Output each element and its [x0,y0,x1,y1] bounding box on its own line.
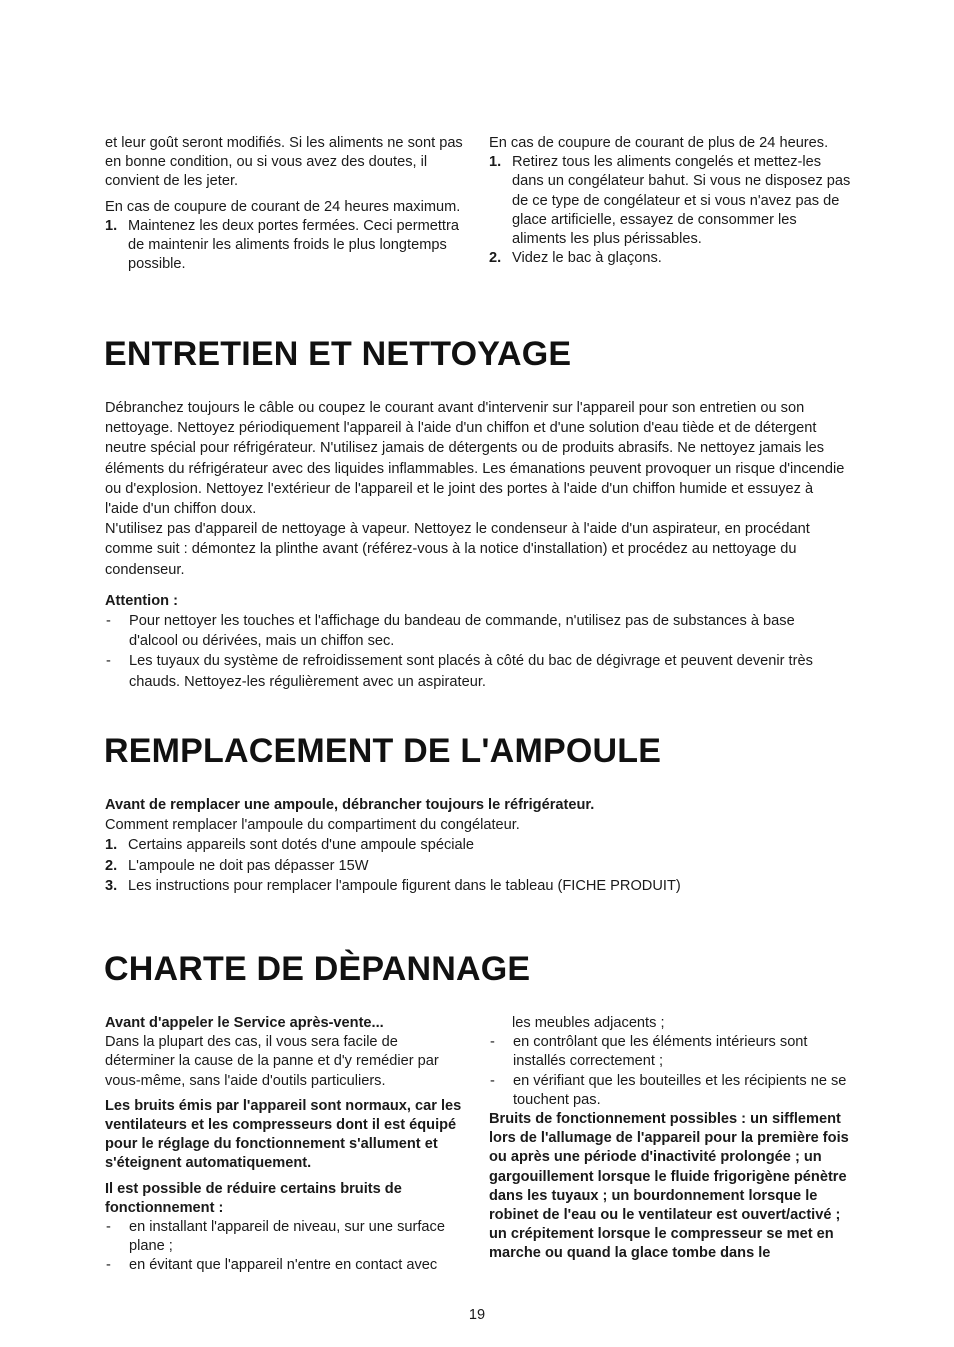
list-text: Pour nettoyer les touches et l'affichage du bandeau de commande, n'utilisez pas de substances à base d'alcool ou dérivées, mais un chiffon sec. [129,613,795,650]
list-text: Certains appareils sont dotés d'une ampoule spéciale [128,837,474,854]
list-dash: - [106,613,111,630]
list-item [105,611,845,651]
list-text: en installant l'appareil de niveau, sur une surface plane ; [129,1219,445,1255]
list-item [105,651,845,691]
paragraph: Avant d'appeler le Service après-vente... [105,1015,384,1031]
paragraph: les meubles adjacents ; [512,1015,665,1031]
list-item [489,153,851,249]
list-item [105,217,465,275]
list-dash: - [490,1034,495,1051]
list-text: Les instructions pour remplacer l'ampoule figurent dans le tableau (FICHE PRODUIT) [128,877,681,894]
list-item [489,249,851,268]
paragraph: Débranchez toujours le câble ou coupez le courant avant d'intervenir sur l'appareil pour son entretien ou son nettoyage. Nettoyez périodiquement l'appareil à l'aide d'un chiffon et d'une solution d'eau tiède et de détergent neutre spécial pour réfrigérateur. N'utilisez jamais de détergents ou de produits abrasifs. Ne nettoyez jamais les éléments du réfrigérateur avec des liquides inflammables. Les émanations peuvent provoquer un risque d'incendie ou d'explosion. Nettoyez l'extérieur de l'appareil et le joint des portes à l'aide d'un chiffon humide et essuyez à l'aide d'un chiffon doux. [105,400,845,518]
list-text: en évitant que l'appareil n'entre en contact avec [129,1257,438,1274]
list-dash: - [106,1257,111,1274]
list-number: 3. [105,877,118,894]
list-number: 1. [489,154,502,171]
list-text: Videz le bac à glaçons. [512,250,662,267]
paragraph: Dans la plupart des cas, il vous sera facile de déterminer la cause de la panne et d'y remédier par vous-même, sans l'aide d'outils particuliers. [105,1034,439,1089]
attention-label: Attention : [105,592,178,609]
list-number: 2. [489,250,502,267]
list-text: en vérifiant que les bouteilles et les récipients ne se touchent pas. [513,1072,847,1108]
depannage-left-column [105,1014,465,1276]
list-text: Retirez tous les aliments congelés et mettez-les dans un congélateur bahut. Si vous ne disposez pas de ce type de congélateur et si vous n'avez pas de glace artificielle, essayez de consommer les aliments les plus périssables. [512,154,851,248]
list-item [105,835,845,855]
top-right-column [489,134,851,268]
top-left-column [105,134,465,274]
list-number: 1. [105,837,118,854]
paragraph: Les bruits émis par l'appareil sont normaux, car les ventilateurs et les compresseurs dont il est équipé pour le réglage du fonctionnement s'allument et s'éteignent automatiquement. [105,1097,462,1172]
list-dash: - [490,1072,495,1089]
section-title-entretien: ENTRETIEN ET NETTOYAGE [104,335,572,373]
list-item [105,1256,465,1275]
paragraph: En cas de coupure de courant de 24 heures maximum. [105,198,461,215]
list-text: Les tuyaux du système de refroidissement sont placés à côté du bac de dégivrage et peuvent devenir très chauds. Nettoyez-les régulièrement avec un aspirateur. [129,653,813,690]
paragraph: En cas de coupure de courant de plus de 24 heures. [489,135,829,151]
paragraph: N'utilisez pas d'appareil de nettoyage à vapeur. Nettoyez le condenseur à l'aide d'un aspirateur, en procédant comme suit : démontez la plinthe avant (référez-vous à la notice d'installation) et procédez au nettoyage du condenseur. [105,521,810,578]
list-dash: - [106,1219,111,1236]
list-item [105,876,845,896]
paragraph: Avant de remplacer une ampoule, débrancher toujours le réfrigérateur. [105,797,595,813]
section-title-depannage: CHARTE DE DÈPANNAGE [104,950,531,988]
entretien-body [105,398,845,692]
paragraph: Il est possible de réduire certains bruits de fonctionnement : [105,1180,402,1216]
list-item [105,856,845,876]
paragraph: Bruits de fonctionnement possibles : un sifflement lors de l'allumage de l'appareil pour la première fois ou après une période d'inactivité prolongée ; un gargouillement lorsque le fluide frigorigène pénètre dans les tuyaux ; un bourdonnement lorsque le robinet de l'eau ou le ventilateur est ouvert/activé ; un crépitement lorsque le compresseur se met en marche ou quand la glace tombe dans le [489,1111,849,1262]
depannage-right-column [489,1014,851,1264]
list-item [105,1218,465,1256]
section-title-ampoule: REMPLACEMENT DE L'AMPOULE [104,732,662,770]
list-item [489,1033,851,1071]
ampoule-body [105,795,845,896]
list-item [489,1072,851,1110]
paragraph: Comment remplacer l'ampoule du compartiment du congélateur. [105,817,520,834]
list-dash: - [106,653,111,670]
list-text: Maintenez les deux portes fermées. Ceci permettra de maintenir les aliments froids le plus longtemps possible. [128,217,459,273]
list-text: L'ampoule ne doit pas dépasser 15W [128,857,369,874]
list-number: 2. [105,857,118,874]
list-text: en contrôlant que les éléments intérieurs sont installés correctement ; [513,1034,808,1070]
page-number: 19 [468,1307,486,1323]
list-number: 1. [105,217,118,234]
paragraph: et leur goût seront modifiés. Si les aliments ne sont pas en bonne condition, ou si vous avez des doutes, il convient de les jeter. [105,135,463,190]
